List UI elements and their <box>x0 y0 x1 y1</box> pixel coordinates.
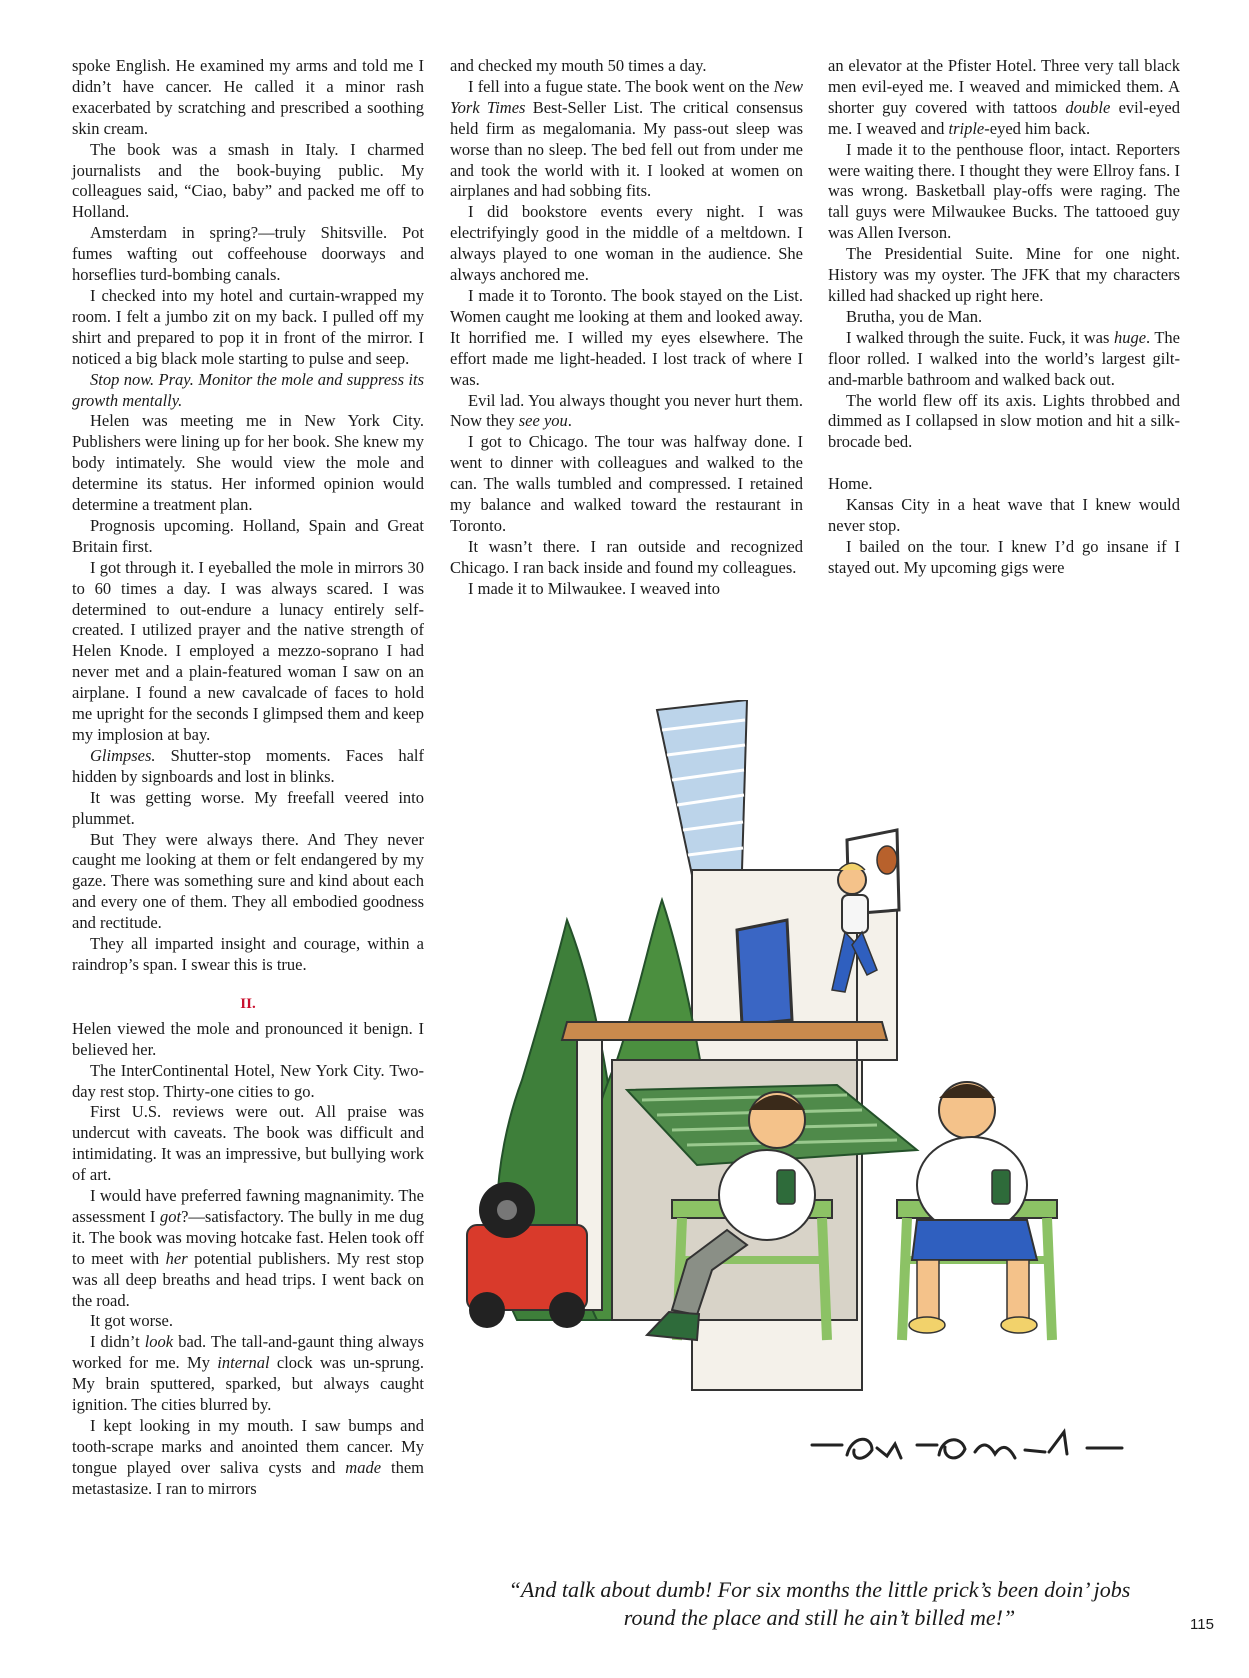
paragraph: Helen viewed the mole and pronounced it benign. I believed her. <box>72 1018 424 1059</box>
caption-line: “And talk about dumb! For six months the little prick’s been doin’ jobs <box>508 1577 1131 1602</box>
paragraph: and checked my mouth 50 times a day. <box>450 56 707 75</box>
paragraph: Home. <box>828 474 873 494</box>
paragraph: Prognosis upcoming. Holland, Spain and Great Britain first. <box>72 515 424 556</box>
paragraph: I checked into my hotel and curtain-wrapped my room. I felt a jumbo zit on my back. I pulled off my shirt and prepared to pop it in front of the mirror. I noticed a big black mole starting to pulse and seep. <box>72 285 424 368</box>
section-number: II. <box>240 995 256 1012</box>
paragraph: It got worse. <box>90 1311 173 1331</box>
artist-signature <box>812 1432 1122 1458</box>
paragraph: The book was a smash in Italy. I charmed journalists and the book-buying public. My colleagues said, “Ciao, baby” and packed me off to Holland. <box>72 139 424 222</box>
emphasis: see you <box>518 411 568 431</box>
cartoon-caption <box>447 1576 1192 1632</box>
paragraph <box>72 746 424 788</box>
paragraph: I made it to Toronto. The book stayed on the List. Women caught me looking at them and looked away. It horrified me. I willed my eyes elsewhere. The effort made me light-headed. I lost track of where I was. <box>450 285 803 389</box>
paragraph: It was getting worse. My freefall veered into plummet. <box>72 787 424 828</box>
skylight-panel <box>657 700 747 875</box>
emphasis: New York Times <box>450 76 803 117</box>
paragraph-text: . The floor rolled. I walked into the world’s largest gilt-and-marble bathroom and walked back out. <box>828 327 1181 389</box>
paragraph-text: them metastasize. I ran to mirrors <box>72 1457 424 1498</box>
paragraph <box>828 56 1180 140</box>
paragraph: I made it to Milwaukee. I weaved into <box>468 578 721 598</box>
emphasis: got <box>160 1206 182 1226</box>
paragraph-text: potential publishers. My rest stop was all deep breaths and head trips. I went back on the road. <box>72 1248 424 1310</box>
paragraph: Brutha, you de Man. <box>846 306 983 326</box>
paragraph-text: . <box>567 411 572 431</box>
paragraph-italic: Stop now. Pray. Monitor the mole and suppress its growth mentally. <box>72 369 424 410</box>
paragraph: It wasn’t there. I ran outside and recognized Chicago. I ran back inside and found my colleagues. <box>450 536 803 577</box>
emphasis: huge <box>1113 327 1147 347</box>
paragraph <box>72 1416 424 1500</box>
paragraph: The Presidential Suite. Mine for one night. History was my oyster. The JFK that my characters killed had shacked up right here. <box>828 244 1180 305</box>
paragraph-text: bad. The tall-and-gaunt thing always worked for me. My <box>72 1332 424 1373</box>
paragraph: spoke English. He examined my arms and told me I didn’t have cancer. He called it a minor rash exacerbated by scratching and prescribed a soothing skin cream. <box>72 56 424 138</box>
paragraph <box>72 1186 424 1311</box>
paragraph <box>72 1332 424 1416</box>
paragraph-text: Evil lad. You always thought you never hurt them. Now they <box>450 390 803 431</box>
emphasis: triple <box>948 118 985 138</box>
paragraph-text: I kept looking in my mouth. I saw bumps and tooth-scrape marks and anointed them cancer. My tongue played over saliva cysts and <box>72 1416 424 1477</box>
page-number: 115 <box>1190 1616 1214 1633</box>
paragraph <box>828 328 1180 391</box>
text-column-1 <box>72 56 424 1500</box>
paragraph: First U.S. reviews were out. All praise was undercut with caveats. The book was difficult and intimidating. It was an impressive, but bullying work of art. <box>72 1102 424 1185</box>
text-column-2 <box>450 56 803 600</box>
paragraph: Amsterdam in spring?—truly Shitsville. Pot fumes wafting out coffeehouse doorways and horseflies turd-bombing canals. <box>72 223 424 285</box>
drink-can <box>992 1170 1010 1204</box>
text-column-3 <box>828 56 1180 579</box>
emphasis: her <box>165 1248 188 1268</box>
paragraph: I did bookstore events every night. I was electrifyingly good in the middle of a meltdown. I always played to one woman in the audience. She always anchored me. <box>450 202 803 285</box>
emphasis: internal <box>217 1353 270 1373</box>
paragraph-text: ?—satisfactory. The bully in me dug it. The book was moving hotcake fast. Helen took off to meet with <box>72 1206 424 1268</box>
paragraph: I got to Chicago. The tour was halfway done. I went to dinner with colleagues and walked to the can. The walls tumbled and compressed. I retained my balance and walked toward the restaurant in Toronto. <box>450 432 803 535</box>
paragraph-text: Best-Seller List. The critical consensus held firm as megalomania. My pass-out sleep was worse than no sleep. The bed fell out from under me and took the world with it. I looked at women on airplanes and had sobbing fits. <box>450 97 803 201</box>
paragraph-text: an elevator at the Pfister Hotel. Three very tall black men evil-eyed me. I weaved and mimicked them. A shorter guy covered with tattoos <box>828 56 1180 117</box>
emphasis: double <box>1065 97 1111 117</box>
window <box>737 920 792 1025</box>
paragraph: I bailed on the tour. I knew I’d go insane if I stayed out. My upcoming gigs were <box>828 536 1180 577</box>
cartoon-illustration <box>447 700 1192 1580</box>
paragraph: Helen was meeting me in New York City. Publishers were lining up for her book. She knew my body intimately. She would view the mole and determine its status. Her informed opinion would determine a treatment plan. <box>72 411 424 515</box>
paragraph: They all imparted insight and courage, within a raindrop’s span. I swear this is true. <box>72 934 424 974</box>
paragraph: I got through it. I eyeballed the mole in mirrors 30 to 60 times a day. I was always scared. I was determined to out-endure a lunacy entirely self-created. I utilized prayer and the native strength of Helen Knode. I employed a mezzo-soprano I had never met and a plain-featured woman I saw on an airplane. I found a new cavalcade of faces to hold me upright for the seconds I glimpsed them and keep my implosion at bay. <box>72 557 424 744</box>
paragraph-text: evil-eyed me. I weaved and <box>828 97 1180 138</box>
paragraph-text: I fell into a fugue state. The book went on the <box>468 76 774 96</box>
paragraph <box>450 77 803 202</box>
paragraph: But They were always there. And They never caught me looking at them or felt endangered by my gaze. There was something sure and kind about each and every one of them. They all embodied goodness and rectitude. <box>72 829 424 933</box>
paragraph: I made it to the penthouse floor, intact. Reporters were waiting there. I thought they were Ellroy fans. I was wrong. Basketball play-offs were raging. The tall guys were Milwaukee Bucks. The tattooed guy was Allen Iverson. <box>828 139 1180 243</box>
paragraph: Kansas City in a heat wave that I knew would never stop. <box>828 495 1180 536</box>
paragraph-text: I walked through the suite. Fuck, it was <box>846 327 1114 347</box>
emphasis: Glimpses. <box>90 745 156 765</box>
paragraph-text: -eyed him back. <box>984 118 1091 138</box>
paragraph-text: I didn’t <box>90 1332 145 1352</box>
drink-can <box>777 1170 795 1204</box>
paragraph-text: clock was un-sprung. My brain sputtered, sparked, but always caught ignition. The cities blurred by. <box>72 1353 424 1415</box>
paragraph-text: I would have preferred fawning magnanimity. The assessment I <box>72 1186 424 1226</box>
paragraph <box>450 391 803 433</box>
carport-roof <box>562 1022 887 1040</box>
emphasis: made <box>345 1457 382 1477</box>
man-right <box>909 1082 1037 1333</box>
paragraph: The world flew off its axis. Lights throbbed and dimmed as I collapsed in slow motion and hit a silk-brocade bed. <box>828 390 1180 452</box>
paragraph-text: Shutter-stop moments. Faces half hidden by signboards and lost in blinks. <box>72 745 424 786</box>
emphasis: look <box>144 1332 174 1352</box>
paragraph: The InterContinental Hotel, New York City. Two-day rest stop. Thirty-one cities to go. <box>72 1060 424 1101</box>
caption-line: round the place and still he ain’t billed me!” <box>623 1605 1016 1630</box>
